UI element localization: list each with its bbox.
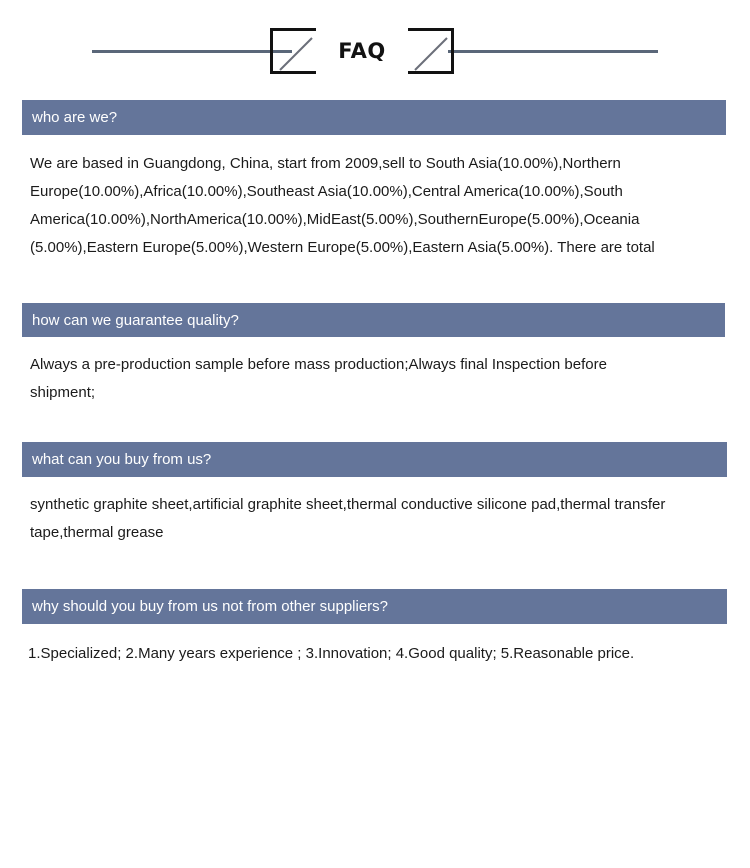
faq-list <box>0 100 750 668</box>
faq-answer-text: Always a pre-production sample before mass production;Always final Inspection before shipment; <box>30 356 607 401</box>
diagonal-slash-right-icon <box>412 35 450 73</box>
bracket-right-icon <box>408 28 454 74</box>
faq-header <box>0 0 750 100</box>
spacer <box>0 547 750 589</box>
header-rule-right <box>448 50 658 53</box>
faq-question-text: how can we guarantee quality? <box>32 311 239 329</box>
faq-answer-text: 1.Specialized; 2.Many years experience ; 3.Innovation; 4.Good quality; 5.Reasonable price. <box>28 645 635 662</box>
faq-item <box>0 303 750 407</box>
faq-answer-text: synthetic graphite sheet,artificial graphite sheet,thermal conductive silicone pad,thermal transfer tape,thermal grease <box>30 496 666 541</box>
faq-question-bar[interactable] <box>22 442 727 477</box>
faq-title-badge <box>270 28 454 74</box>
faq-question-text: why should you buy from us not from other suppliers? <box>32 598 389 615</box>
page-title: FAQ <box>316 28 408 74</box>
spacer <box>0 407 750 442</box>
header-rule-left <box>92 50 292 53</box>
bracket-left-icon <box>270 28 316 74</box>
faq-question-bar[interactable] <box>22 303 725 337</box>
faq-question-text: who are we? <box>32 109 118 126</box>
faq-question-bar[interactable] <box>22 100 726 135</box>
faq-question-bar[interactable] <box>22 589 727 624</box>
diagonal-slash-left-icon <box>277 35 315 73</box>
faq-question-text: what can you buy from us? <box>32 451 212 468</box>
faq-item <box>0 589 750 668</box>
faq-item <box>0 442 750 547</box>
faq-answer-text: We are based in Guangdong, China, start from 2009,sell to South Asia(10.00%),Northern Europe(10.00%),Africa(10.00%),Southeast Asia(10.00%),Central America(10.00%),South America(10.00%),NorthAmerica(10.00%),MidEast(5.00%),SouthernEurope(5.00%),Oceania (5.00%),Eastern Europe(5.00%),Western Europe(5.00%),Eastern Asia(5.00%). There are total <box>30 155 655 256</box>
spacer <box>0 262 750 303</box>
faq-item <box>0 100 750 262</box>
